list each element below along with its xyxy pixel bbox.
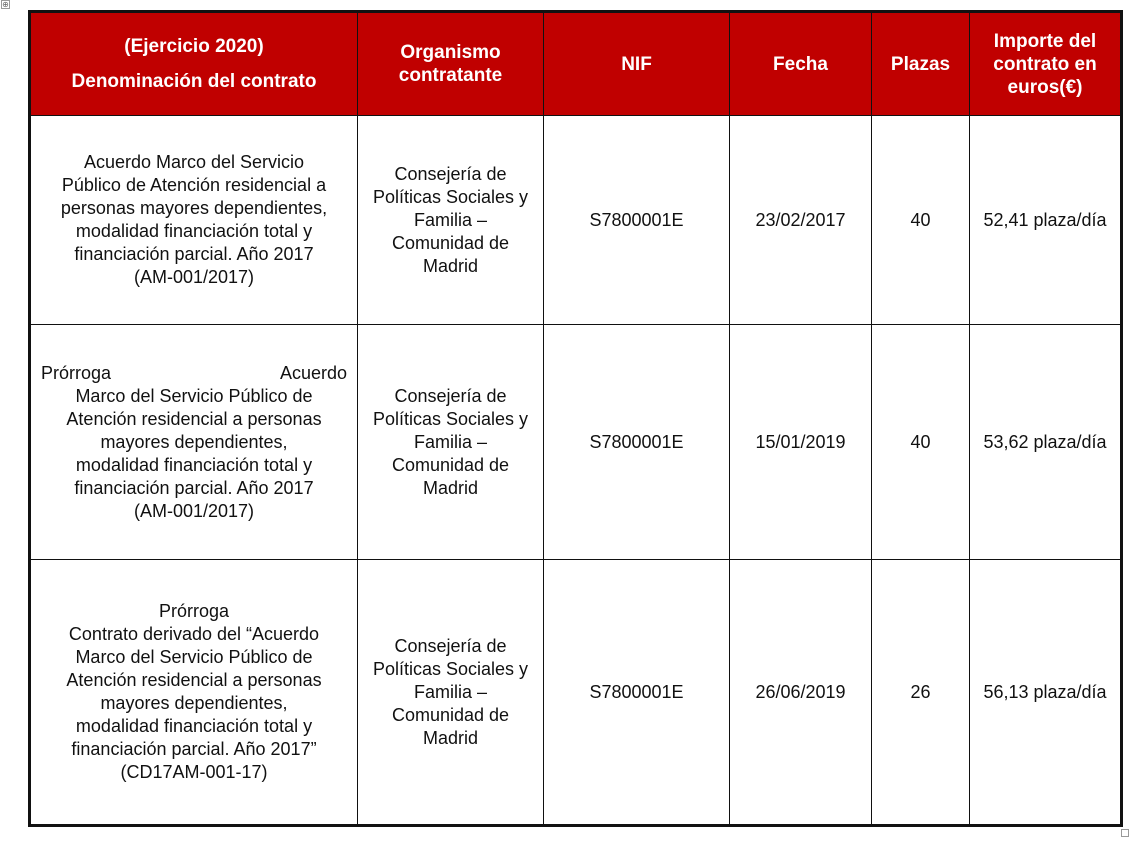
cell-plazas: 40 xyxy=(872,325,970,560)
table-move-handle-icon[interactable]: ⊕ xyxy=(2,0,9,9)
table-body xyxy=(30,116,1122,826)
table-row xyxy=(30,116,1122,325)
denominacion-line: Contrato derivado del “Acuerdo xyxy=(68,624,320,644)
header-denominacion-label: Denominación del contrato xyxy=(71,71,317,92)
denominacion-first-left: Prórroga xyxy=(41,362,112,383)
denominacion-line: Atención residencial a personas xyxy=(66,408,322,429)
denominacion-first-line xyxy=(41,362,347,385)
cell-nif: S7800001E xyxy=(544,116,730,325)
cell-importe: 56,13 plaza/día xyxy=(970,560,1122,826)
table-row xyxy=(30,325,1122,560)
denominacion-line: Marco del Servicio Público de xyxy=(75,385,313,406)
cell-importe: 52,41 plaza/día xyxy=(970,116,1122,325)
denominacion-line: modalidad financiación total y xyxy=(75,716,313,736)
cell-fecha: 26/06/2019 xyxy=(730,560,872,826)
header-organismo: Organismo contratante xyxy=(358,12,544,116)
table-row xyxy=(30,560,1122,826)
header-fecha: Fecha xyxy=(730,12,872,116)
cell-organismo: Consejería de Políticas Sociales y Familia – Comunidad de Madrid xyxy=(358,325,544,560)
cell-fecha: 15/01/2019 xyxy=(730,325,872,560)
cell-denominacion xyxy=(30,325,358,560)
denominacion-line: Atención residencial a personas xyxy=(66,670,322,690)
cell-fecha: 23/02/2017 xyxy=(730,116,872,325)
table-header xyxy=(30,12,1122,116)
cell-importe: 53,62 plaza/día xyxy=(970,325,1122,560)
cell-nif: S7800001E xyxy=(544,325,730,560)
contracts-table xyxy=(28,10,1123,827)
header-importe: Importe del contrato en euros(€) xyxy=(970,12,1122,116)
denominacion-line: (CD17AM-001-17) xyxy=(120,762,268,782)
header-denominacion xyxy=(30,12,358,116)
denominacion-line: financiación parcial. Año 2017” xyxy=(71,739,317,759)
denominacion-line: Prórroga xyxy=(158,601,230,621)
cell-denominacion xyxy=(30,560,358,826)
header-nif: NIF xyxy=(544,12,730,116)
denominacion-line: financiación parcial. Año 2017 xyxy=(74,477,314,498)
denominacion-line: mayores dependientes, xyxy=(100,431,288,452)
header-plazas: Plazas xyxy=(872,12,970,116)
table-resize-handle-icon[interactable] xyxy=(1121,829,1129,837)
denominacion-line: Marco del Servicio Público de xyxy=(75,647,313,667)
denominacion-line: (AM-001/2017) xyxy=(133,267,255,287)
cell-organismo: Consejería de Políticas Sociales y Familia – Comunidad de Madrid xyxy=(358,116,544,325)
header-year: (Ejercicio 2020) xyxy=(124,36,264,57)
cell-denominacion xyxy=(30,116,358,325)
cell-nif: S7800001E xyxy=(544,560,730,826)
denominacion-line: mayores dependientes, xyxy=(100,693,288,713)
denominacion-line: modalidad financiación total y xyxy=(75,221,313,241)
denominacion-line: personas mayores dependientes, xyxy=(60,198,328,218)
denominacion-line: Público de Atención residencial a xyxy=(61,175,327,195)
cell-plazas: 40 xyxy=(872,116,970,325)
denominacion-line: modalidad financiación total y xyxy=(75,454,313,475)
denominacion-first-right: Acuerdo xyxy=(279,362,347,383)
denominacion-line: (AM-001/2017) xyxy=(133,500,255,521)
cell-organismo: Consejería de Políticas Sociales y Familia – Comunidad de Madrid xyxy=(358,560,544,826)
header-row xyxy=(30,12,1122,116)
cell-plazas: 26 xyxy=(872,560,970,826)
denominacion-line: financiación parcial. Año 2017 xyxy=(74,244,314,264)
denominacion-line: Acuerdo Marco del Servicio xyxy=(83,152,305,172)
